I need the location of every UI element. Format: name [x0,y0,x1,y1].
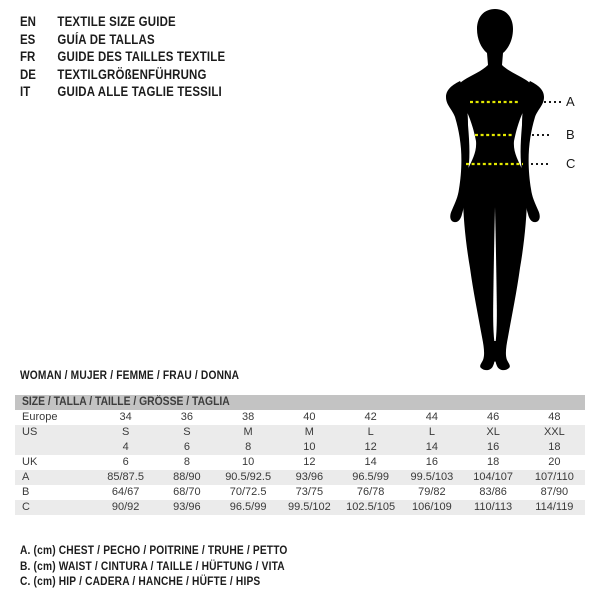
size-row-label: US [15,425,95,440]
size-cell: 18 [487,456,500,468]
size-cell: 90/92 [95,500,156,515]
language-title-row [20,66,225,84]
size-cell: 6 [156,440,217,455]
size-cell: 6 [122,456,129,468]
size-table-body [15,410,585,515]
size-row-label: UK [22,456,38,468]
language-code: IT [20,84,31,100]
language-code: DE [20,66,36,82]
size-cell: 46 [487,411,500,423]
size-cell: 96.5/99 [218,500,279,515]
size-cell: XL [463,425,524,440]
language-title: GUIDA ALLE TAGLIE TESSILI [57,84,222,100]
size-cell: 36 [180,411,193,423]
size-table-row [15,410,585,425]
hip-label: C [566,156,576,171]
size-cell: 14 [401,440,462,455]
size-cell: 10 [279,440,340,455]
language-title: GUÍA DE TALLAS [57,31,155,47]
size-cell: 110/113 [463,500,524,515]
language-code: EN [20,14,36,29]
size-cell: 79/82 [418,486,446,498]
size-cell: 104/107 [463,470,524,485]
size-cell: 106/109 [401,500,462,515]
size-cell: 20 [548,456,561,468]
size-table-row [15,425,585,440]
size-cell: 114/119 [524,500,585,515]
size-cell: 73/75 [295,486,324,498]
size-row-label: A [15,470,95,485]
size-cell: 68/70 [173,486,201,498]
measurement-legend [20,543,335,590]
legend-line: A. (cm) CHEST / PECHO / POITRINE / TRUHE / PETTO [20,543,288,557]
language-title: TEXTILE SIZE GUIDE [57,14,176,29]
size-cell: 44 [425,411,438,423]
size-cell: 8 [183,456,190,468]
size-cell: 85/87.5 [95,470,156,485]
size-table-row [15,440,585,455]
size-cell: 87/90 [540,486,569,498]
size-cell: XXL [524,425,585,440]
chest-label: A [566,94,575,109]
size-cell: L [340,425,401,440]
size-cell: M [279,425,340,440]
size-table-header: SIZE / TALLA / TAILLE / GRÖSSE / TAGLIA [22,396,230,408]
size-cell: 18 [524,440,585,455]
language-title-row [20,13,225,31]
size-cell: 76/78 [356,486,385,498]
size-cell: 48 [548,411,561,423]
language-title-list [20,13,262,101]
size-cell: 12 [340,440,401,455]
size-cell: 4 [95,440,156,455]
size-cell: 34 [119,411,132,423]
language-title-row [20,83,225,101]
size-cell: S [95,425,156,440]
size-cell: 107/110 [524,470,585,485]
size-row-label: B [22,486,30,498]
size-cell: 99.5/103 [401,470,462,485]
size-table-row [15,470,585,485]
size-cell: 88/90 [156,470,217,485]
language-title: GUIDE DES TAILLES TEXTILE [57,49,226,65]
size-cell: 102.5/105 [340,500,401,515]
size-row-label: Europe [22,411,58,423]
size-cell: 12 [303,456,316,468]
language-title-row [20,48,225,66]
size-row-label [15,440,95,455]
size-cell: 93/96 [156,500,217,515]
size-cell: 8 [218,440,279,455]
size-cell: L [401,425,462,440]
size-cell: 40 [303,411,316,423]
size-cell: 38 [242,411,255,423]
size-table [15,395,585,515]
size-cell: 99.5/102 [279,500,340,515]
language-title-row [20,31,225,49]
size-cell: 70/72.5 [229,486,267,498]
size-row-label: C [15,500,95,515]
size-cell: 42 [364,411,377,423]
size-cell: M [218,425,279,440]
waist-label: B [566,127,575,142]
legend-line: B. (cm) WAIST / CINTURA / TAILLE / HÜFTUNG / VITA [20,558,285,573]
size-table-header-row [15,395,585,410]
woman-silhouette-figure [390,5,600,380]
size-cell: 14 [364,456,377,468]
section-title: WOMAN / MUJER / FEMME / FRAU / DONNA [20,368,240,382]
language-title: TEXTILGRÖßENFÜHRUNG [57,66,207,82]
size-table-row [15,500,585,515]
size-cell: 16 [463,440,524,455]
size-cell: 64/67 [111,486,140,498]
size-cell: 16 [425,456,438,468]
size-cell: 10 [242,456,255,468]
size-cell: 83/86 [479,486,507,498]
size-cell: S [156,425,217,440]
size-table-row [15,485,585,500]
size-cell: 90.5/92.5 [218,470,279,485]
size-cell: 93/96 [279,470,340,485]
size-cell: 96.5/99 [340,470,401,485]
legend-line: C. (cm) HIP / CADERA / HANCHE / HÜFTE / HIPS [20,574,261,588]
size-table-row [15,455,585,470]
language-code: FR [20,49,36,65]
language-code: ES [20,31,36,47]
